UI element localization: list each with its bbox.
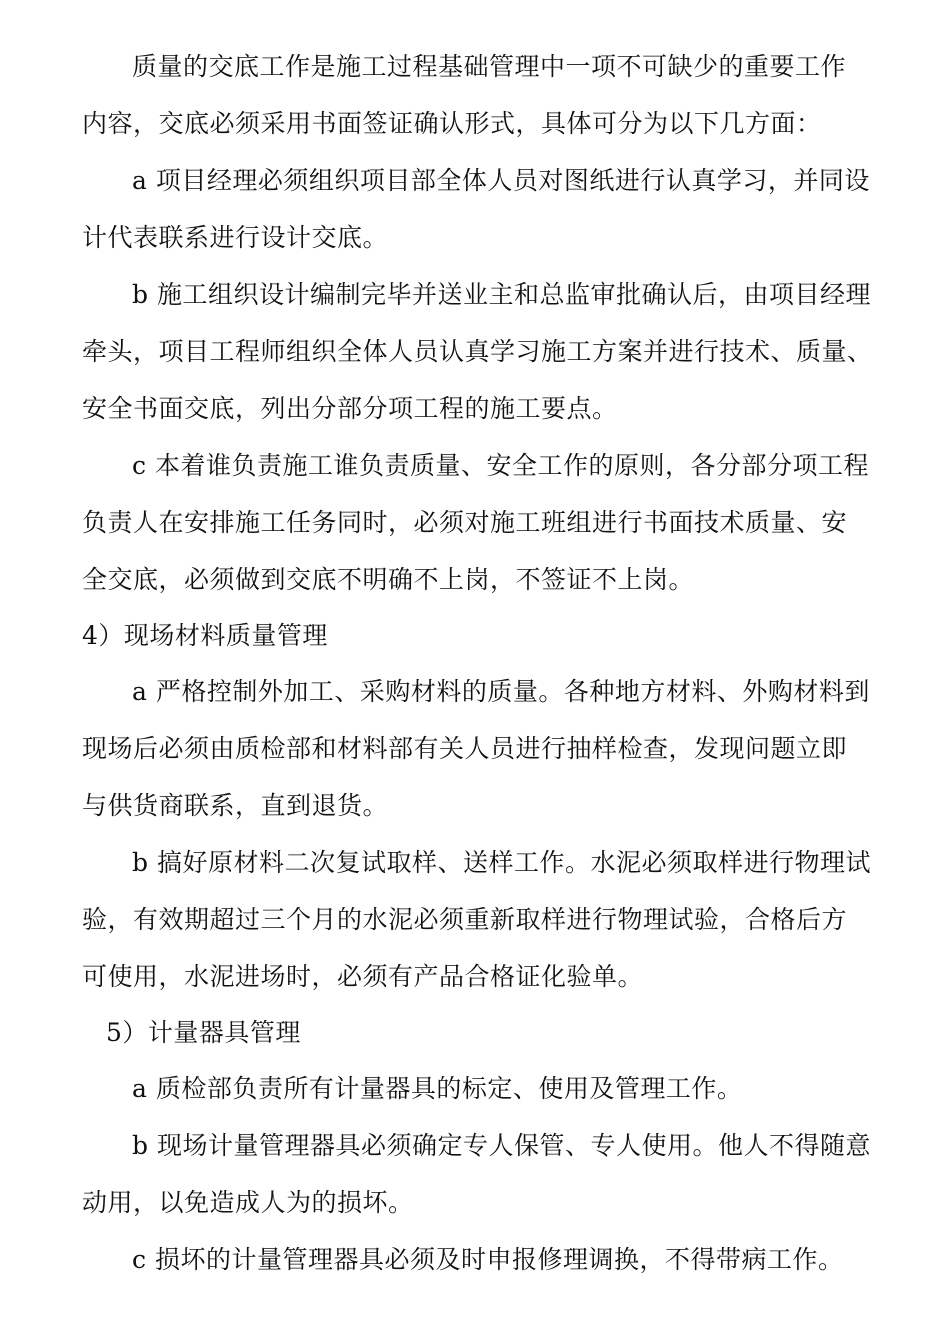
paragraph-line: c 损坏的计量管理器具必须及时申报修理调换，不得带病工作。 (132, 1245, 844, 1274)
paragraph-line: a 项目经理必须组织项目部全体人员对图纸进行认真学习，并同设 (132, 166, 870, 195)
paragraph-line: c 本着谁负责施工谁负责质量、安全工作的原则，各分部分项工程 (132, 451, 869, 480)
paragraph-line: b 搞好原材料二次复试取样、送样工作。水泥必须取样进行物理试 (132, 848, 871, 877)
paragraph-line: 动用，以免造成人为的损坏。 (82, 1188, 414, 1217)
section-heading: 4）现场材料质量管理 (82, 621, 328, 650)
section-heading: 5）计量器具管理 (106, 1018, 301, 1047)
paragraph-line: 负责人在安排施工任务同时，必须对施工班组进行书面技术质量、安 (82, 508, 848, 537)
paragraph-line: 牵头，项目工程师组织全体人员认真学习施工方案并进行技术、质量、 (82, 337, 873, 366)
paragraph-line: 现场后必须由质检部和材料部有关人员进行抽样检查，发现问题立即 (82, 734, 848, 763)
paragraph-line: 全交底，必须做到交底不明确不上岗，不签证不上岗。 (82, 565, 695, 594)
paragraph-line: 验，有效期超过三个月的水泥必须重新取样进行物理试验，合格后方 (82, 905, 848, 934)
paragraph-line: 安全书面交底，列出分部分项工程的施工要点。 (82, 394, 618, 423)
paragraph-line: 计代表联系进行设计交底。 (82, 223, 389, 252)
paragraph-line: a 严格控制外加工、采购材料的质量。各种地方材料、外购材料到 (132, 677, 870, 706)
paragraph-line: 质量的交底工作是施工过程基础管理中一项不可缺少的重要工作 (132, 52, 847, 81)
paragraph-line: a 质检部负责所有计量器具的标定、使用及管理工作。 (132, 1074, 743, 1103)
paragraph-line: 可使用，水泥进场时，必须有产品合格证化验单。 (82, 962, 644, 991)
paragraph-line: b 施工组织设计编制完毕并送业主和总监审批确认后，由项目经理 (132, 280, 871, 309)
paragraph-line: 内容，交底必须采用书面签证确认形式，具体可分为以下几方面： (82, 109, 822, 138)
paragraph-line: b 现场计量管理器具必须确定专人保管、专人使用。他人不得随意 (132, 1131, 871, 1160)
paragraph-line: 与供货商联系，直到退货。 (82, 791, 389, 820)
